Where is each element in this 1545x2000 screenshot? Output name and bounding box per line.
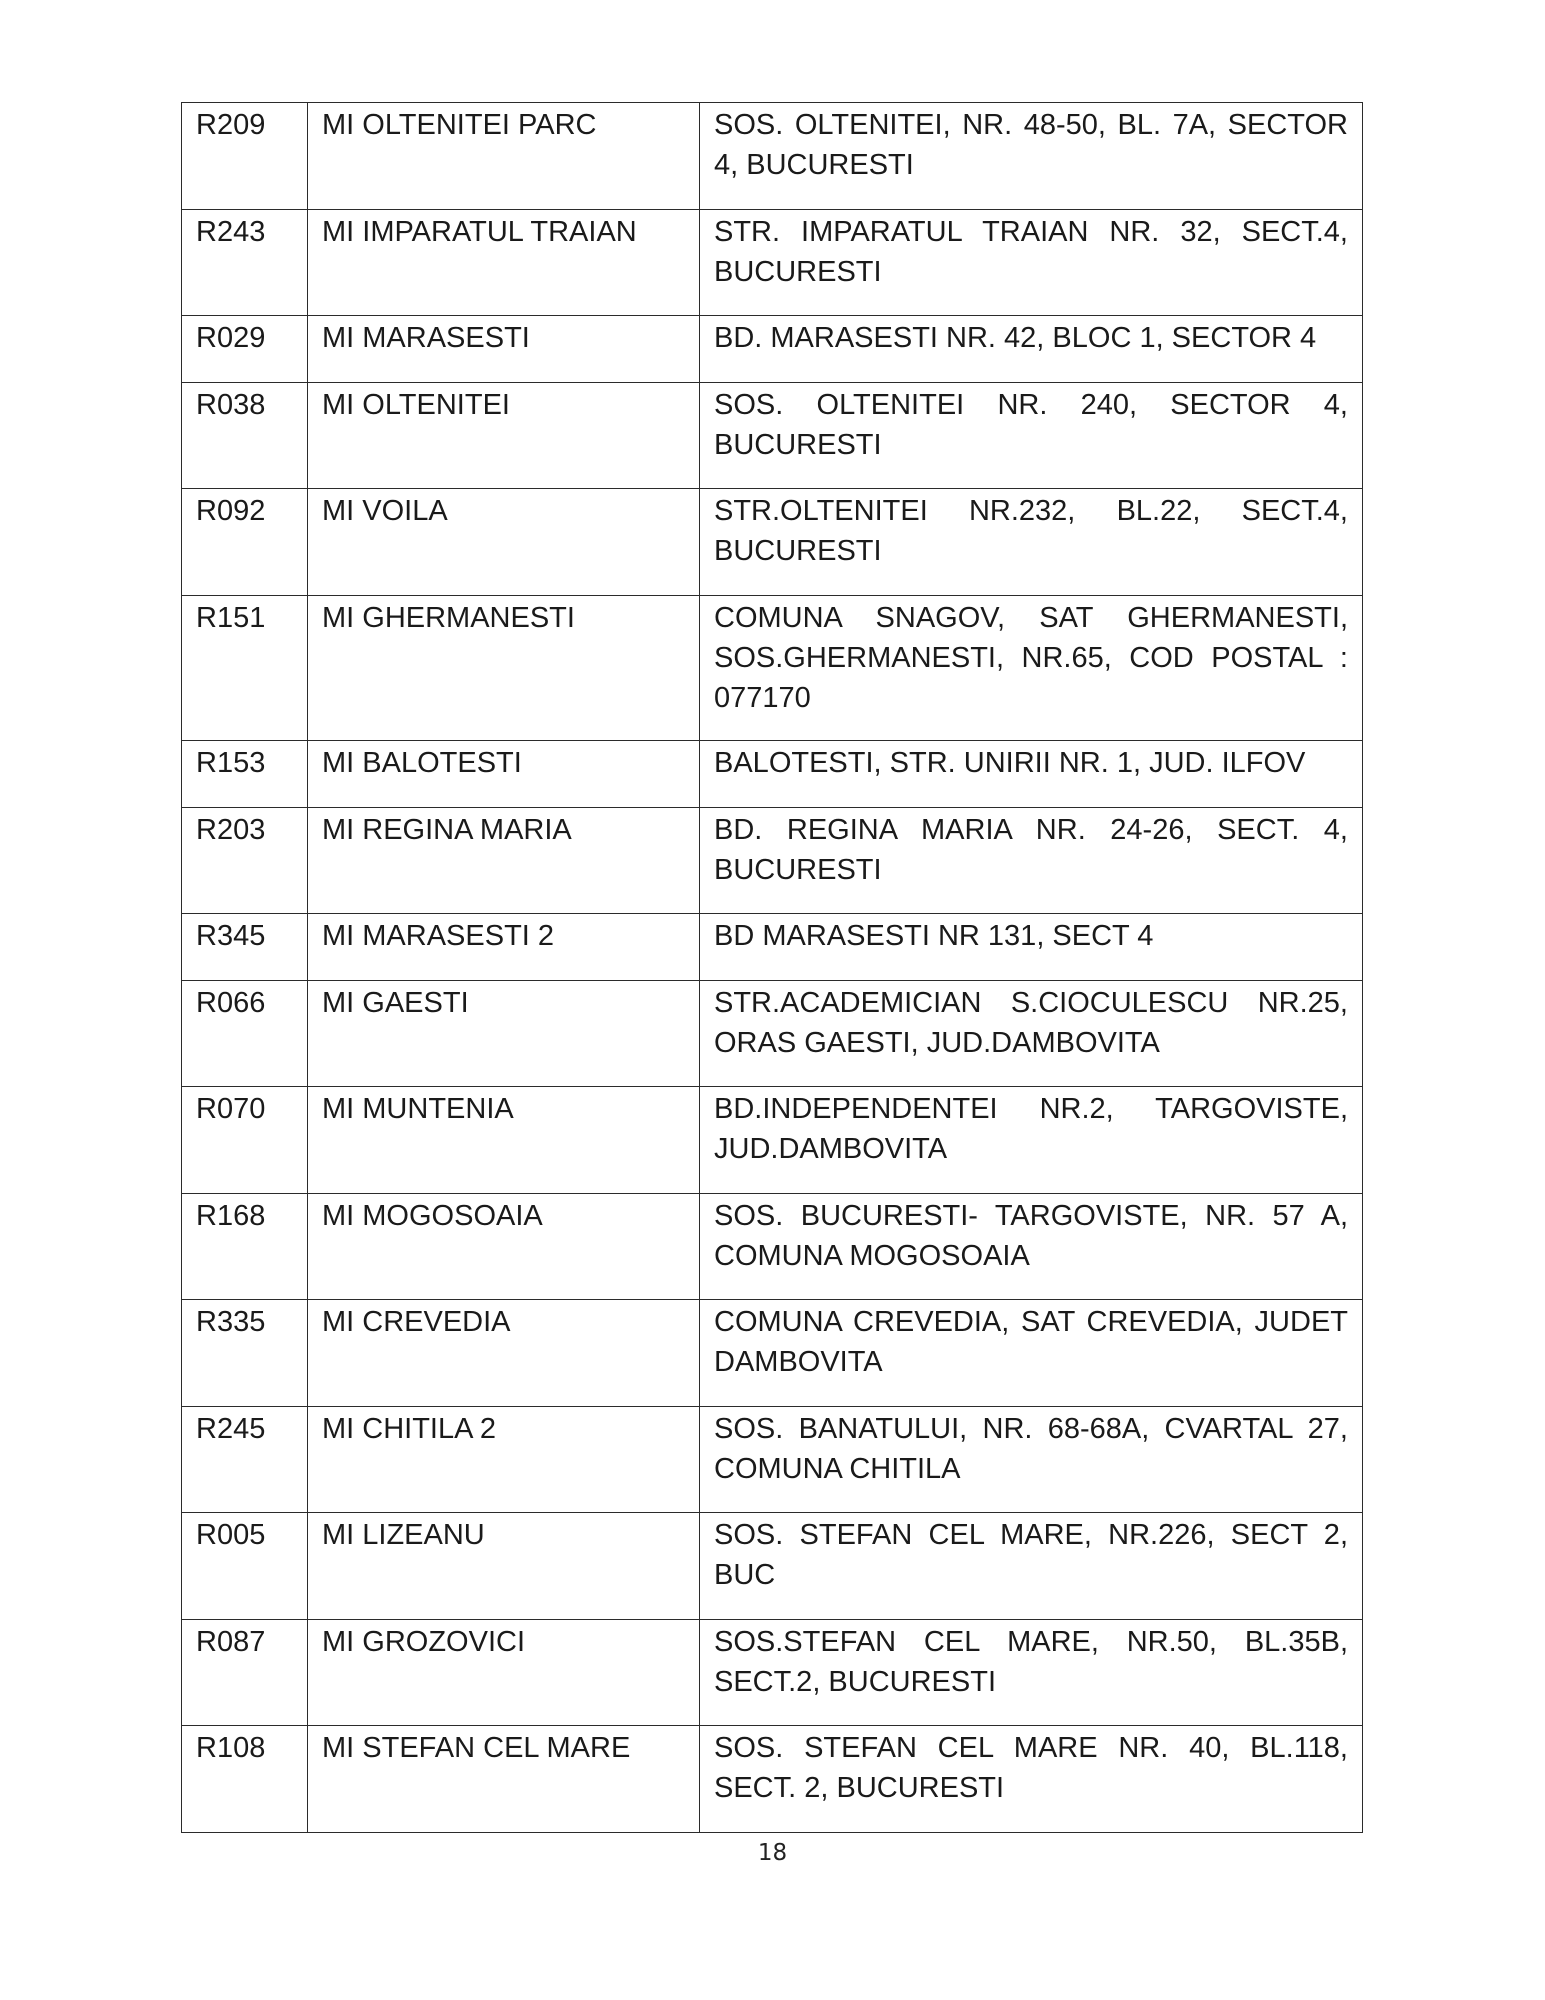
location-code: R108: [182, 1726, 308, 1833]
location-address: BD. REGINA MARIA NR. 24-26, SECT. 4, BUCURESTI: [700, 807, 1363, 914]
table-row: [182, 1193, 1363, 1300]
location-address: BD.INDEPENDENTEI NR.2, TARGOVISTE, JUD.DAMBOVITA: [700, 1087, 1363, 1194]
location-code: R005: [182, 1513, 308, 1620]
location-name: MI MUNTENIA: [308, 1087, 700, 1194]
page-number: 18: [757, 1840, 788, 1866]
location-address: SOS. OLTENITEI, NR. 48-50, BL. 7A, SECTOR 4, BUCURESTI: [700, 103, 1363, 210]
location-name: MI CHITILA 2: [308, 1406, 700, 1513]
location-name: MI GAESTI: [308, 980, 700, 1087]
location-name: MI IMPARATUL TRAIAN: [308, 209, 700, 316]
table-row: [182, 980, 1363, 1087]
location-address: BALOTESTI, STR. UNIRII NR. 1, JUD. ILFOV: [700, 741, 1363, 808]
location-code: R243: [182, 209, 308, 316]
location-address: SOS.STEFAN CEL MARE, NR.50, BL.35B, SECT.2, BUCURESTI: [700, 1619, 1363, 1726]
table-row: [182, 316, 1363, 383]
location-code: R209: [182, 103, 308, 210]
location-name: MI OLTENITEI PARC: [308, 103, 700, 210]
table-row: [182, 1087, 1363, 1194]
location-code: R245: [182, 1406, 308, 1513]
location-name: MI OLTENITEI: [308, 382, 700, 489]
location-code: R345: [182, 914, 308, 981]
location-name: MI STEFAN CEL MARE: [308, 1726, 700, 1833]
location-address: SOS. STEFAN CEL MARE NR. 40, BL.118, SECT. 2, BUCURESTI: [700, 1726, 1363, 1833]
table-row: [182, 1513, 1363, 1620]
location-address: COMUNA SNAGOV, SAT GHERMANESTI, SOS.GHERMANESTI, NR.65, COD POSTAL : 077170: [700, 595, 1363, 741]
table-row: [182, 1619, 1363, 1726]
location-address: STR.ACADEMICIAN S.CIOCULESCU NR.25, ORAS GAESTI, JUD.DAMBOVITA: [700, 980, 1363, 1087]
location-name: MI MARASESTI: [308, 316, 700, 383]
location-code: R092: [182, 489, 308, 596]
location-code: R066: [182, 980, 308, 1087]
location-name: MI VOILA: [308, 489, 700, 596]
location-code: R029: [182, 316, 308, 383]
table-row: [182, 914, 1363, 981]
table-row: [182, 595, 1363, 741]
locations-table: [181, 102, 1363, 1833]
location-address: COMUNA CREVEDIA, SAT CREVEDIA, JUDET DAMBOVITA: [700, 1300, 1363, 1407]
table-row: [182, 209, 1363, 316]
location-name: MI MOGOSOAIA: [308, 1193, 700, 1300]
table-row: [182, 1726, 1363, 1833]
table-row: [182, 382, 1363, 489]
location-address: BD. MARASESTI NR. 42, BLOC 1, SECTOR 4: [700, 316, 1363, 383]
location-address: STR.OLTENITEI NR.232, BL.22, SECT.4, BUCURESTI: [700, 489, 1363, 596]
table-row: [182, 1406, 1363, 1513]
location-code: R203: [182, 807, 308, 914]
location-address: STR. IMPARATUL TRAIAN NR. 32, SECT.4, BUCURESTI: [700, 209, 1363, 316]
location-name: MI CREVEDIA: [308, 1300, 700, 1407]
location-address: SOS. STEFAN CEL MARE, NR.226, SECT 2, BUC: [700, 1513, 1363, 1620]
location-name: MI MARASESTI 2: [308, 914, 700, 981]
table-row: [182, 741, 1363, 808]
location-name: MI BALOTESTI: [308, 741, 700, 808]
location-name: MI GROZOVICI: [308, 1619, 700, 1726]
location-address: SOS. BUCURESTI- TARGOVISTE, NR. 57 A, COMUNA MOGOSOAIA: [700, 1193, 1363, 1300]
location-code: R151: [182, 595, 308, 741]
location-address: SOS. OLTENITEI NR. 240, SECTOR 4, BUCURESTI: [700, 382, 1363, 489]
location-code: R168: [182, 1193, 308, 1300]
location-address: BD MARASESTI NR 131, SECT 4: [700, 914, 1363, 981]
location-address: SOS. BANATULUI, NR. 68-68A, CVARTAL 27, COMUNA CHITILA: [700, 1406, 1363, 1513]
table-row: [182, 489, 1363, 596]
location-code: R087: [182, 1619, 308, 1726]
location-name: MI REGINA MARIA: [308, 807, 700, 914]
location-name: MI LIZEANU: [308, 1513, 700, 1620]
location-name: MI GHERMANESTI: [308, 595, 700, 741]
table-row: [182, 807, 1363, 914]
table-row: [182, 1300, 1363, 1407]
location-code: R153: [182, 741, 308, 808]
location-code: R070: [182, 1087, 308, 1194]
location-code: R038: [182, 382, 308, 489]
table-row: [182, 103, 1363, 210]
location-code: R335: [182, 1300, 308, 1407]
